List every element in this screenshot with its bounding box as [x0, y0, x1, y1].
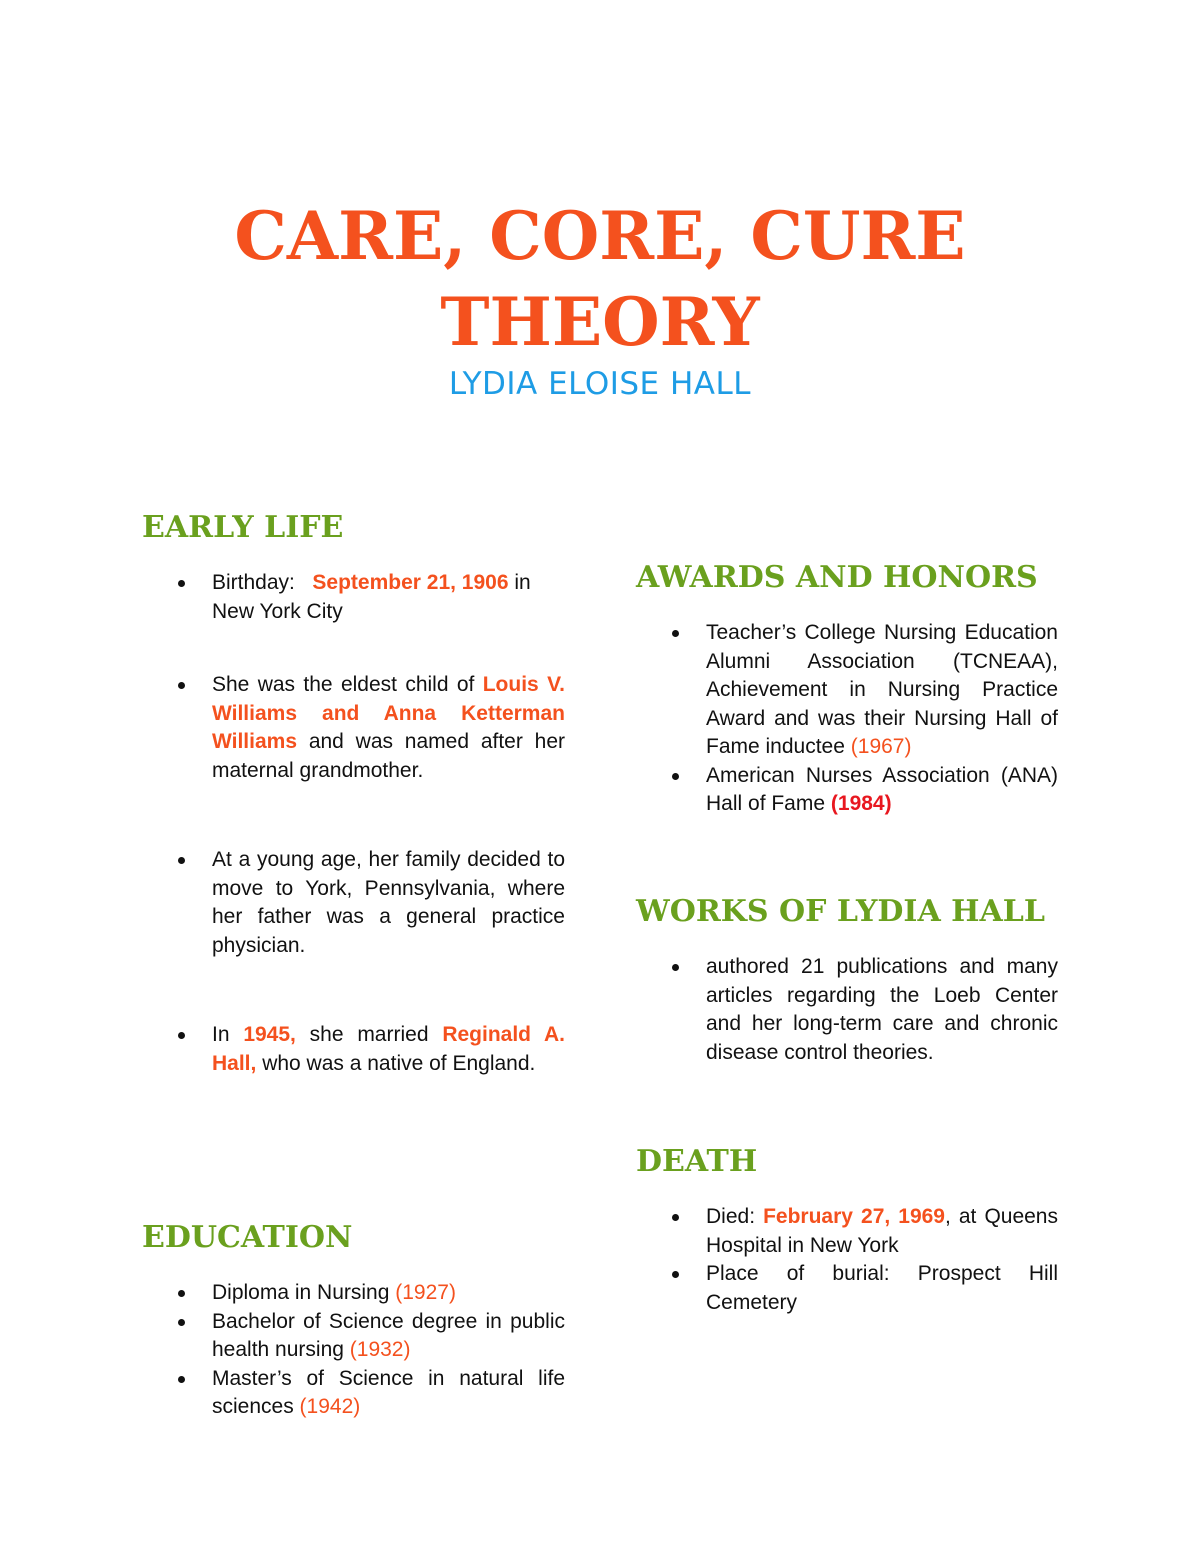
education-item: Bachelor of Science degree in public health nursing (1932): [142, 1308, 565, 1365]
awards-heading: AWARDS AND HONORS: [636, 560, 1038, 595]
award-item: Teacher’s College Nursing Education Alumni Association (TCNEAA), Achievement in Nursing Practice Award and was their Nursing Hall of Fame inductee (1967): [636, 619, 1058, 762]
education-heading: EDUCATION: [142, 1220, 353, 1255]
husband-name: Reginald A. Hall,: [212, 1023, 565, 1075]
works-item: authored 21 publications and many articles regarding the Loeb Center and her long-term care and chronic disease control theories.: [636, 953, 1058, 1067]
page-title-line-2: THEORY: [440, 283, 760, 361]
died-item: Died: February 27, 1969, at Queens Hospital in New York: [636, 1203, 1058, 1260]
award-item: American Nurses Association (ANA) Hall of Fame (1984): [636, 762, 1058, 819]
birthday-item: Birthday: September 21, 1906 in New York City: [142, 569, 565, 626]
author-subtitle: LYDIA ELOISE HALL: [448, 366, 752, 402]
parents-names: Louis V. Williams and Anna Ketterman Williams: [212, 673, 565, 753]
married-year: 1945,: [243, 1023, 296, 1046]
page-title-line-1: CARE, CORE, CURE: [234, 197, 966, 275]
birthday-date: September 21, 1906: [312, 571, 509, 594]
education-list: [142, 1279, 565, 1422]
burial-item: Place of burial: Prospect Hill Cemetery: [636, 1260, 1058, 1317]
education-item: Diploma in Nursing (1927): [142, 1279, 565, 1308]
married-item: In 1945, she married Reginald A. Hall, who was a native of England.: [142, 1021, 565, 1078]
works-list: [636, 953, 1058, 1067]
death-date: February 27, 1969: [763, 1205, 945, 1228]
death-list: [636, 1203, 1058, 1317]
awards-list: [636, 619, 1058, 819]
works-heading: WORKS OF LYDIA HALL: [636, 894, 1045, 929]
death-heading: DEATH: [636, 1144, 758, 1179]
parents-item: She was the eldest child of Louis V. Williams and Anna Ketterman Williams and was named after her maternal grandmother.: [142, 671, 565, 785]
young-age-item: At a young age, her family decided to move to York, Pennsylvania, where her father was a general practice physician.: [142, 846, 565, 960]
early-life-heading: EARLY LIFE: [142, 510, 344, 545]
early-life-list: [142, 569, 565, 1078]
education-item: Master’s of Science in natural life sciences (1942): [142, 1365, 565, 1422]
